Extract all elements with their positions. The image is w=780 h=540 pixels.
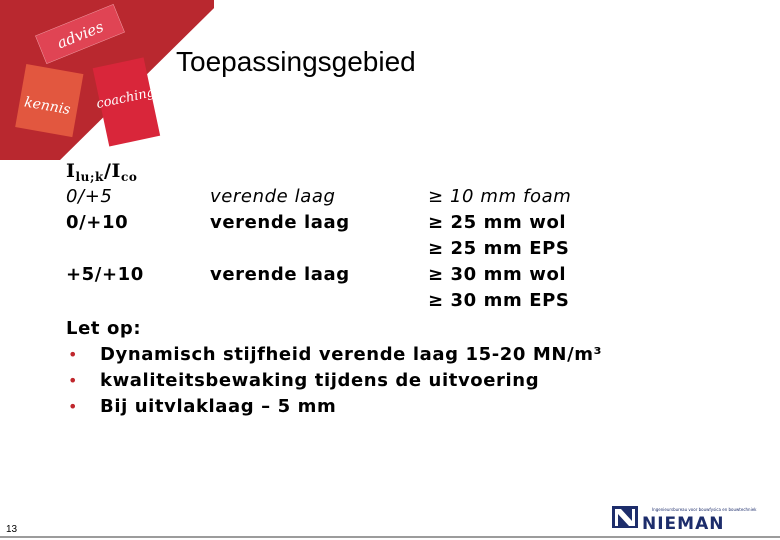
bullet-2-marker: • — [68, 371, 78, 390]
bottom-divider — [0, 536, 780, 538]
row-1-layer: verende laag — [210, 186, 336, 207]
row-1-spec: ≥ 10 mm foam — [428, 186, 572, 207]
logo-text: NIEMAN — [642, 514, 725, 530]
note-heading: Let op: — [66, 318, 142, 339]
row-4-spec: ≥ 30 mm wol — [428, 264, 567, 285]
tag-kennis — [15, 64, 83, 137]
bullet-3-text: Bij uitvlaklaag – 5 mm — [100, 396, 337, 417]
row-2-spec: ≥ 25 mm wol — [428, 212, 567, 233]
row-2-ratio: 0/+10 — [66, 212, 129, 233]
slide-title: Toepassingsgebied — [176, 46, 416, 77]
slide-number: 13 — [6, 524, 18, 535]
tag-coaching-label: coaching — [95, 85, 157, 113]
nieman-logo — [612, 504, 770, 530]
ratio-a: I — [66, 160, 76, 182]
bullet-3-marker: • — [68, 397, 78, 416]
ratio-sep: / — [103, 160, 112, 182]
ratio-heading — [66, 160, 138, 184]
row-4-ratio: +5/+10 — [66, 264, 144, 285]
bullet-2-text: kwaliteitsbewaking tijdens de uitvoering — [100, 370, 540, 391]
ratio-b-sub: co — [120, 170, 138, 184]
ratio-b: I — [111, 160, 121, 182]
row-1-ratio: 0/+5 — [66, 186, 113, 207]
row-5-spec: ≥ 30 mm EPS — [428, 290, 570, 311]
row-2-layer: verende laag — [210, 212, 350, 233]
row-4-layer: verende laag — [210, 264, 350, 285]
ratio-a-sub: lu;k — [75, 170, 104, 184]
logo-tagline: Ingenieursbureau voor bouwfysica en bouwtechniek — [652, 507, 757, 512]
row-3-spec: ≥ 25 mm EPS — [428, 238, 570, 259]
bullet-1-marker: • — [68, 345, 78, 364]
tag-advies-label: advies — [54, 17, 107, 53]
tag-kennis-label: kennis — [23, 94, 72, 119]
bullet-1-text: Dynamisch stijfheid verende laag 15-20 MN/m³ — [100, 344, 603, 365]
tag-coaching — [89, 57, 164, 148]
